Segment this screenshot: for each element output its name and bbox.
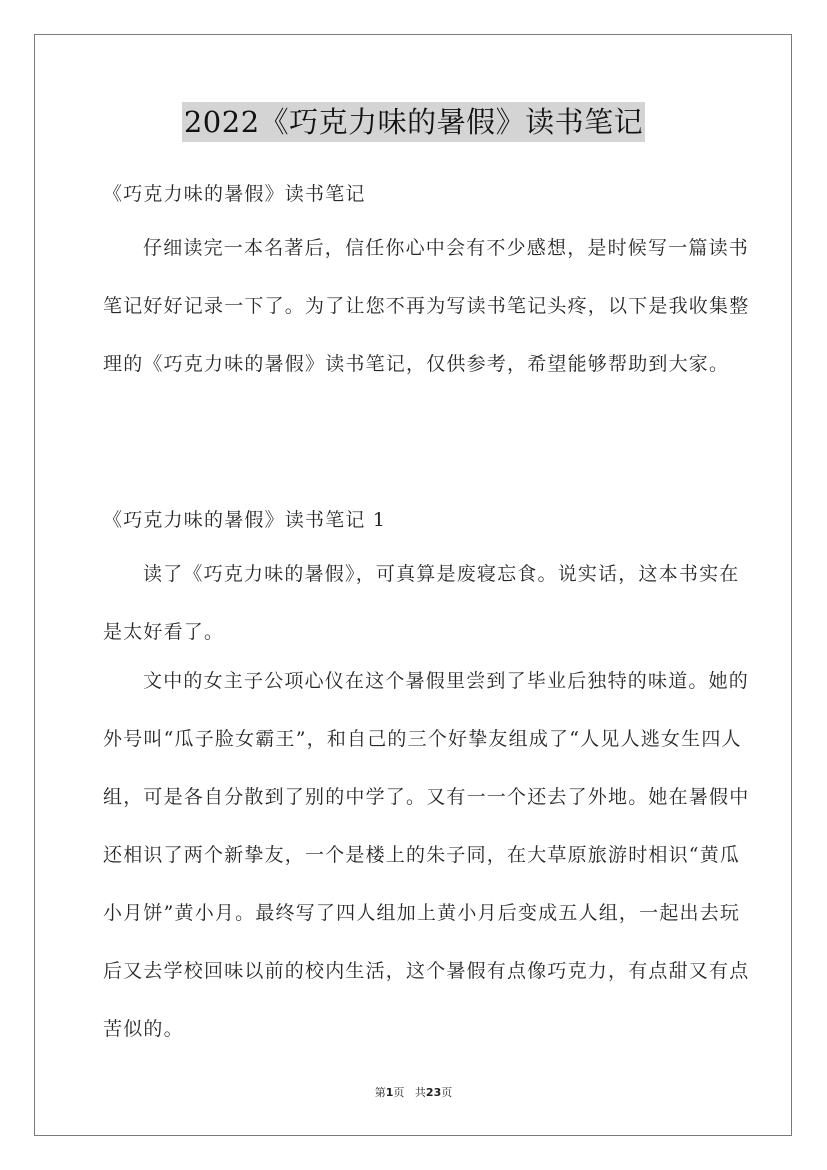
section-paragraph-1: 读了《巧克力味的暑假》，可真算是废寝忘食。说实话，这本书实在是太好看了。 (103, 563, 740, 643)
footer-page-suffix: 页 (393, 1086, 405, 1099)
document-title: 2022《巧克力味的暑假》读书笔记 (182, 102, 645, 142)
section-paragraph-2: 文中的女主子公项心仪在这个暑假里尝到了毕业后独特的味道。她的外号叫“瓜子脸女霸王”，和自己的三个好挚友组成了“人见人逃女生四人组，可是各自分散到了别的中学了。又有一一个还去了外地。她在暑假中还相识了两个新挚友，一个是楼上的朱子同，在大草原旅游时相识“黄瓜小月饼”黄小月。最终写了四人组加上黄小月后变成五人组，一起出去玩后又去学校回味以前的校内生活，这个暑假有点像巧克力，有点甜又有点苦似的。 (103, 670, 750, 1040)
footer-total-pages: 23 (425, 1086, 442, 1099)
section-heading: 《巧克力味的暑假》读书笔记 1 (103, 509, 387, 531)
footer-total-suffix: 页 (441, 1086, 453, 1099)
footer-page-prefix: 第 (374, 1086, 386, 1099)
page-footer (0, 1084, 827, 1100)
intro-heading: 《巧克力味的暑假》读书笔记 (103, 183, 366, 205)
footer-total-prefix: 共 (414, 1086, 426, 1099)
title-container (0, 102, 827, 142)
intro-paragraph: 仔细读完一本名著后，信任你心中会有不少感想，是时候写一篇读书笔记好好记录一下了。为了让您不再为写读书笔记头疼，以下是我收集整理的《巧克力味的暑假》读书笔记，仅供参考，希望能够帮助到大家。 (103, 237, 750, 375)
footer-page-number: 1 (385, 1086, 394, 1099)
